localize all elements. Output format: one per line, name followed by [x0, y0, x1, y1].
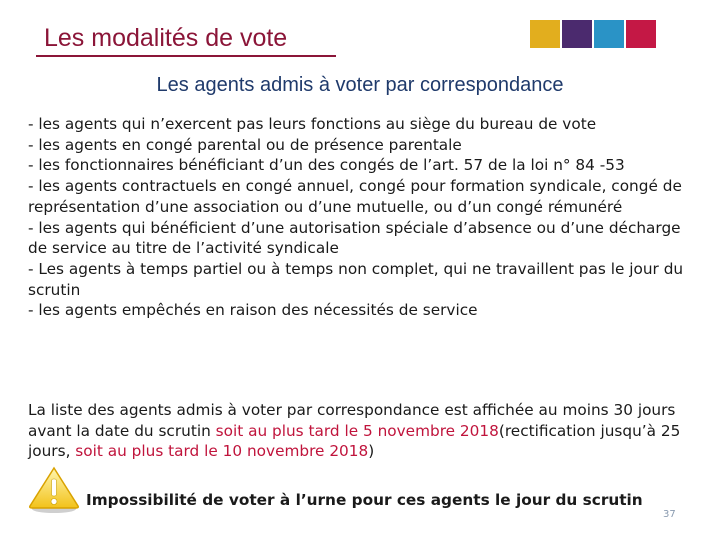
notice-text: (rectification jusqu’à 25 jours, [28, 421, 681, 460]
swatch-red [626, 20, 656, 48]
deadline-highlight: soit au plus tard le 10 novembre 2018 [75, 442, 369, 460]
warning-text: Impossibilité de voter à l’urne pour ces agents le jour du scrutin [86, 491, 643, 509]
warning-icon [26, 464, 82, 514]
list-item: - les agents qui n’exercent pas leurs fonctions au siège du bureau de vote [28, 115, 597, 133]
swatch-purple [562, 20, 592, 48]
page-number: 37 [663, 509, 676, 520]
list-item: - les agents qui bénéficient d’une autorisation spéciale d’absence ou d’une décharge de service au titre de l’activité syndicale [28, 218, 681, 258]
notice-text: La liste des agents admis à voter par correspondance est affichée au moins 30 jours avant la date du scrutin [28, 401, 676, 440]
color-swatches [530, 20, 656, 48]
list-item: - les agents en congé parental ou de présence parentale [28, 135, 462, 154]
swatch-yellow [530, 20, 560, 48]
list-item: - les agents contractuels en congé annuel, congé pour formation syndicale, congé de représentation d’une association ou d’une mutuelle, ou d’un congé rémunéré [28, 177, 682, 216]
notice-text: ) [368, 442, 375, 460]
list-item: - les fonctionnaires bénéficiant d’un des congés de l’art. 57 de la loi n° 84 -53 [28, 156, 625, 175]
agents-list [28, 114, 696, 321]
notice-paragraph [28, 400, 696, 462]
section-subtitle: Les agents admis à voter par correspondance [156, 74, 564, 96]
title-underline [36, 55, 336, 57]
list-item: - les agents empêchés en raison des nécessités de service [28, 301, 478, 320]
page-title: Les modalités de vote [44, 24, 288, 52]
deadline-highlight: soit au plus tard le 5 novembre 2018 [215, 421, 499, 440]
swatch-blue [594, 20, 624, 48]
list-item: - Les agents à temps partiel ou à temps non complet, qui ne travaillent pas le jour du scrutin [28, 259, 684, 299]
